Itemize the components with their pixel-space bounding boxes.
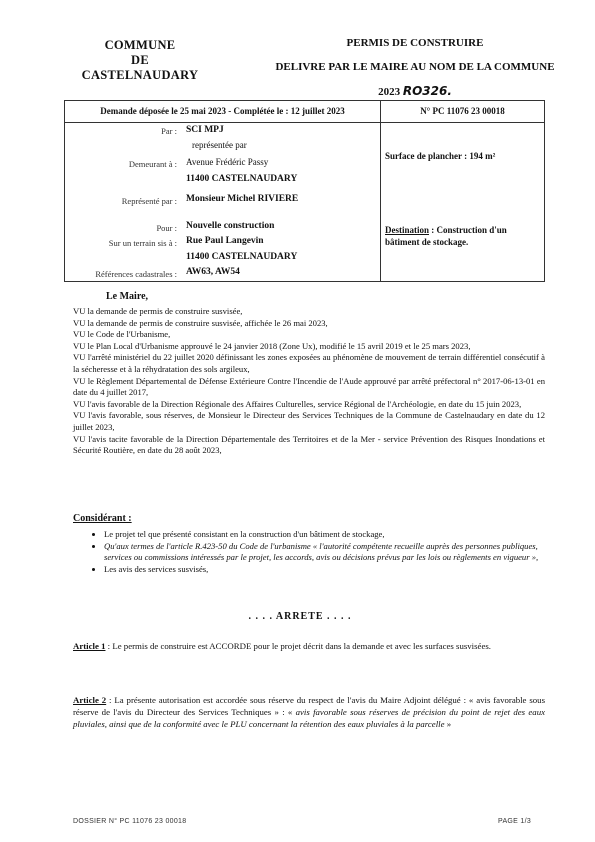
permis-title-block xyxy=(250,31,580,104)
considerant-item: • Qu'aux termes de l'article R.423-50 du Code de l'urbanisme « l'autorité compétente recueille auprès des personnes publiques, services ou commissions intéressés par le projet, les accords, avis ou décisions prévus par les lois ou règlements en vigueur », xyxy=(104,541,547,564)
vu-item: VU l'avis favorable, sous réserves, de Monsieur le Directeur des Services Techniques de la Commune de Castelnaudary en date du 12 juillet 2023, xyxy=(73,410,545,432)
article-2-title: Article 2 xyxy=(73,695,107,705)
vu-item: VU le Plan Local d'Urbanisme approuvé le 24 janvier 2018 (Zone Ux), modifié le 15 avril 2019 et le 25 mars 2023, xyxy=(73,340,471,351)
demeurant-street: Avenue Frédéric Passy xyxy=(186,157,269,167)
applicant-table xyxy=(64,121,545,282)
considerant-item: • Le projet tel que présenté consistant en la construction d'un bâtiment de stockage, xyxy=(104,529,547,541)
pc-number: N° PC 11076 23 00018 xyxy=(420,106,505,116)
references-value: AW63, AW54 xyxy=(186,267,240,277)
surface-plancher: Surface de plancher : 194 m² xyxy=(385,151,496,161)
le-maire-heading: Le Maire, xyxy=(106,291,149,302)
article-1 xyxy=(73,640,545,652)
commune-line1: COMMUNE xyxy=(104,38,176,52)
article-2 xyxy=(73,694,545,730)
demeurant-city: 11400 CASTELNAUDARY xyxy=(186,174,298,184)
permis-title: PERMIS DE CONSTRUIRE xyxy=(346,37,484,49)
commune-block xyxy=(60,38,220,83)
vu-item: VU le Règlement Départemental de Défense Extérieure Contre l'Incendie de l'Aude approuvé par arrêté préfectoral n° 2017-06-13-01 en date du 4 juillet 2017, xyxy=(73,375,545,398)
article-2-text-italic: avis favorable sous réserves de précision du point de rejet des eaux pluviales, ainsi que de la conformité avec le PLU concernant la rétention des eaux pluviales à la parcelle xyxy=(73,707,545,729)
terrain-label: Sur un terrain sis à : xyxy=(108,238,177,248)
vu-item: VU l'avis favorable de la Direction Régionale des Affaires Culturelles, service Régional de l'Archéologie, en date du 15 juin 2023, xyxy=(73,398,522,409)
vu-item: VU la demande de permis de construire susvisée, affichée le 26 mai 2023, xyxy=(73,317,328,328)
destination xyxy=(385,224,535,248)
article-1-title: Article 1 xyxy=(73,641,106,651)
par-value: SCI MPJ xyxy=(186,125,224,135)
considerant-item: • Les avis des services susvisés, xyxy=(104,564,547,576)
destination-value: : Construction d'un bâtiment de stockage. xyxy=(385,225,507,247)
par-label: Par : xyxy=(161,126,177,136)
represente-label: Représenté par : xyxy=(121,196,177,206)
footer-page: PAGE 1/3 xyxy=(498,818,532,825)
arrete-heading: . . . . ARRETE . . . . xyxy=(248,611,352,622)
vu-item: VU l'avis tacite favorable de la Direction Départementale des Territoires et de la Mer - service Prévention des Risques Inondations et Sécurité Routière, en date du 28 août 2023, xyxy=(73,433,545,456)
vu-item: VU l'arrêté ministériel du 22 juillet 2020 définissant les zones exposées au phénomène de mouvement de terrain différentiel consécutif à la sécheresse et à la réhydratation des sols argileux, xyxy=(73,352,545,374)
considerant-title: Considérant : xyxy=(73,513,132,524)
vu-list xyxy=(73,306,545,457)
demande-dates: Demande déposée le 25 mai 2023 - Complétée le : 12 juillet 2023 xyxy=(65,101,381,122)
references-label: Références cadastrales : xyxy=(95,269,177,279)
represente-value: Monsieur Michel RIVIERE xyxy=(186,194,299,204)
article-2-text-start: : La présente autorisation est accordée sous réserve du respect de l'avis du Maire Adjoint délégué : « avis favorable sous réserve de l'avis du Directeur des Services Techniques » : « xyxy=(73,695,545,717)
permis-number-handwritten: RO326. xyxy=(402,84,452,98)
permis-number-prefix: 2023 xyxy=(378,86,401,98)
footer-dossier: DOSSIER N° PC 11076 23 00018 xyxy=(73,818,187,825)
demande-header xyxy=(64,100,545,123)
demeurant-label: Demeurant à : xyxy=(128,159,177,169)
permis-subtitle: DELIVRE PAR LE MAIRE AU NOM DE LA COMMUNE xyxy=(275,61,555,73)
pour-label: Pour : xyxy=(156,223,177,233)
article-1-text: : Le permis de construire est ACCORDE pour le projet décrit dans la demande et avec les surfaces susvisées. xyxy=(105,641,491,651)
commune-line3: CASTELNAUDARY xyxy=(81,68,199,82)
destination-label: Destination xyxy=(385,225,430,235)
commune-line2: DE xyxy=(131,53,149,67)
representee-text: représentée par xyxy=(192,140,247,150)
table-divider xyxy=(380,121,381,281)
vu-item: VU la demande de permis de construire susvisée, xyxy=(73,306,243,316)
vu-item: VU le Code de l'Urbanisme, xyxy=(73,329,171,340)
terrain-city: 11400 CASTELNAUDARY xyxy=(186,252,298,262)
terrain-street: Rue Paul Langevin xyxy=(186,236,264,246)
article-2-text-end: » xyxy=(444,719,452,729)
considerant-list xyxy=(92,529,547,575)
pour-value: Nouvelle construction xyxy=(186,221,275,231)
